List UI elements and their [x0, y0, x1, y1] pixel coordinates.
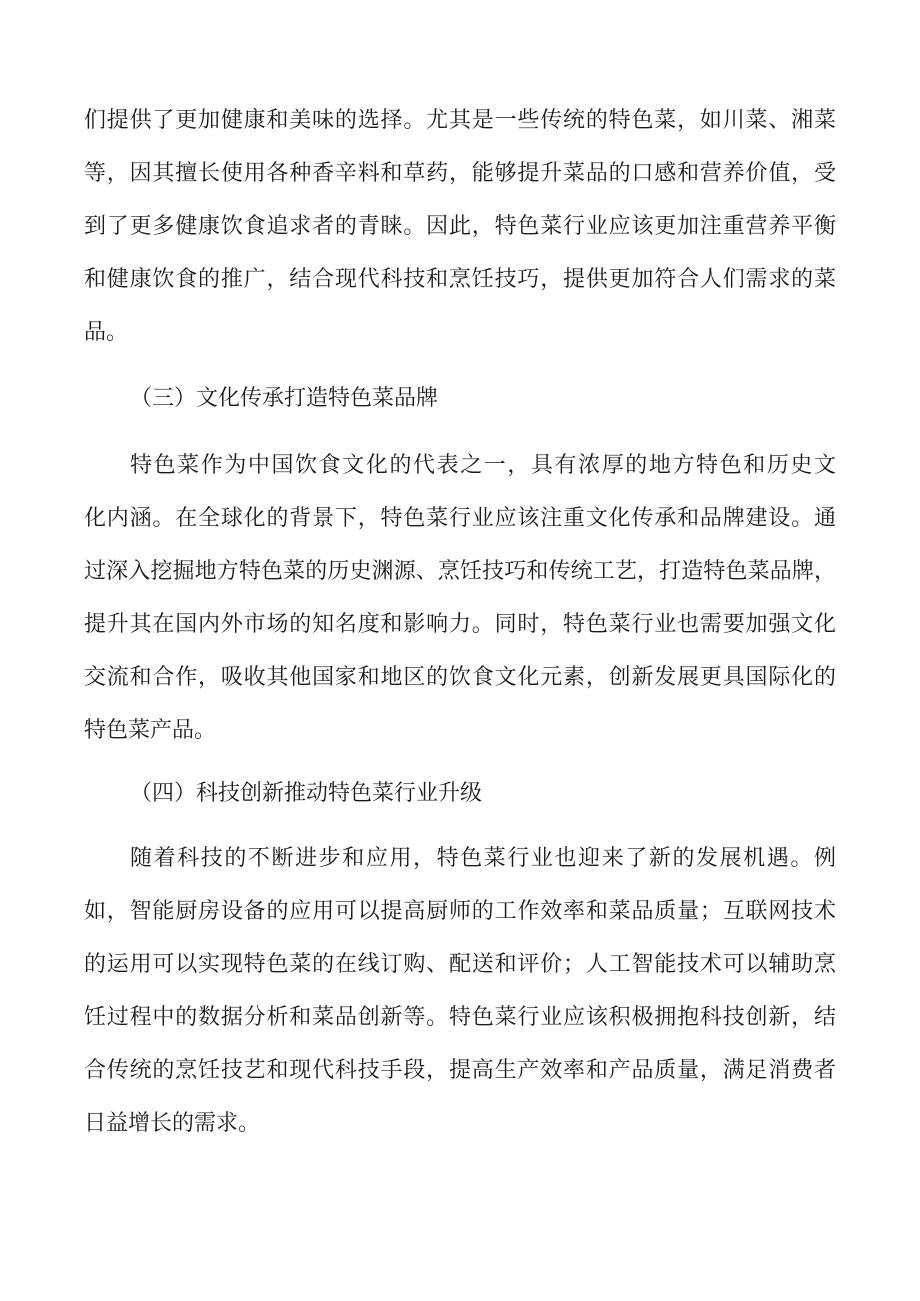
paragraph-1-line-4: 和健康饮食的推广，结合现代科技和烹饪技巧，提供更加符合人们需求的菜 — [84, 267, 836, 292]
paragraph-1-line-5: 品。 — [84, 320, 129, 345]
paragraph-3-line-3: 的运用可以实现特色菜的在线订购、配送和评价；人工智能技术可以辅助烹 — [84, 952, 836, 977]
paragraph-1-line-3: 到了更多健康饮食追求者的青睐。因此，特色菜行业应该更加注重营养平衡 — [84, 214, 836, 239]
paragraph-2-line-2: 化内涵。在全球化的背景下，特色菜行业应该注重文化传承和品牌建设。通 — [84, 506, 836, 531]
paragraph-2-line-3: 过深入挖掘地方特色菜的历史渊源、烹饪技巧和传统工艺，打造特色菜品牌， — [84, 559, 836, 584]
paragraph-3-line-4: 饪过程中的数据分析和菜品创新等。特色菜行业应该积极拥抱科技创新，结 — [84, 1005, 836, 1030]
paragraph-1-line-1: 们提供了更加健康和美味的选择。尤其是一些传统的特色菜，如川菜、湘菜 — [84, 108, 836, 133]
section-heading-3: （三）文化传承打造特色菜品牌 — [130, 386, 439, 411]
paragraph-3-line-6: 日益增长的需求。 — [84, 1111, 261, 1136]
paragraph-2-line-4: 提升其在国内外市场的知名度和影响力。同时，特色菜行业也需要加强文化 — [84, 612, 836, 637]
paragraph-3-line-2: 如，智能厨房设备的应用可以提高厨师的工作效率和菜品质量；互联网技术 — [84, 899, 836, 924]
paragraph-3-line-5: 合传统的烹饪技艺和现代科技手段，提高生产效率和产品质量，满足消费者 — [84, 1058, 836, 1083]
section-heading-4: （四）科技创新推动特色菜行业升级 — [130, 781, 483, 806]
paragraph-2-line-1: 特色菜作为中国饮食文化的代表之一，具有浓厚的地方特色和历史文 — [130, 453, 836, 478]
paragraph-1-line-2: 等，因其擅长使用各种香辛料和草药，能够提升菜品的口感和营养价值，受 — [84, 161, 836, 186]
paragraph-2-line-5: 交流和合作，吸收其他国家和地区的饮食文化元素，创新发展更具国际化的 — [84, 665, 836, 690]
paragraph-3-line-1: 随着科技的不断进步和应用，特色菜行业也迎来了新的发展机遇。例 — [130, 846, 836, 871]
paragraph-2-line-6: 特色菜产品。 — [84, 718, 217, 743]
